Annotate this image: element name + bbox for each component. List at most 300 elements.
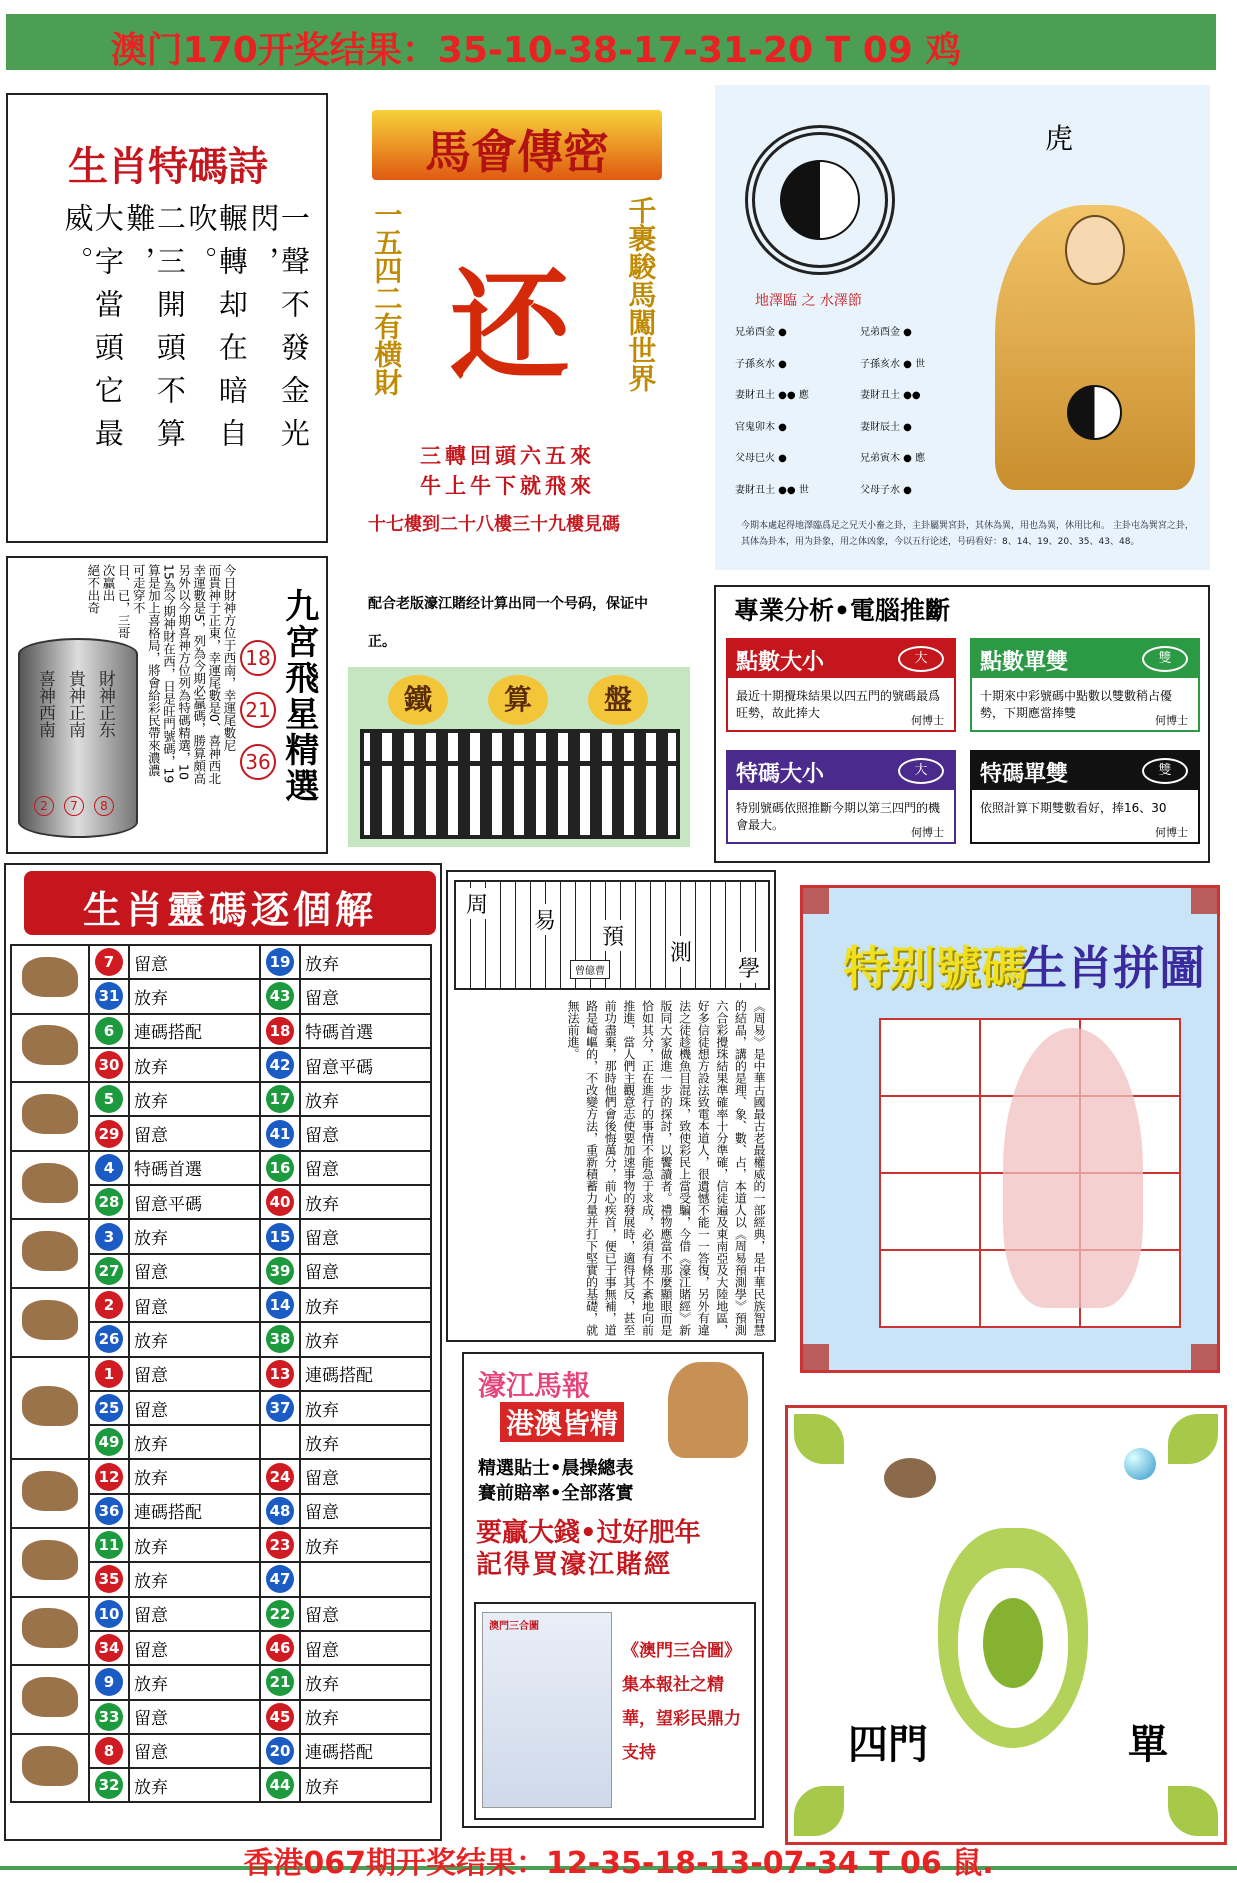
number-ball: 40 bbox=[266, 1188, 294, 1216]
zodiac-animal-icon bbox=[22, 1386, 78, 1426]
pro-badge: 雙 bbox=[1142, 758, 1188, 784]
ad-line1: 精選貼士•晨操總表 bbox=[478, 1458, 634, 1479]
number-cell bbox=[89, 1048, 129, 1082]
number-ball: 25 bbox=[95, 1394, 123, 1422]
number-ball: 19 bbox=[266, 948, 294, 976]
zodiac-title-banner bbox=[24, 871, 436, 935]
puzzle-corner bbox=[803, 888, 829, 914]
ad-big2: 記得買濠江賭經 bbox=[476, 1550, 673, 1580]
advice-cell: 留意 bbox=[129, 1288, 260, 1322]
number-ball: 49 bbox=[95, 1428, 123, 1456]
nine-num-2: 21 bbox=[240, 692, 276, 728]
advice-cell: 放弃 bbox=[129, 1048, 260, 1082]
zodiac-row bbox=[11, 1459, 431, 1493]
advice-cell: 放弃 bbox=[129, 979, 260, 1013]
number-ball: 41 bbox=[266, 1120, 294, 1148]
zodiac-animal-icon bbox=[22, 1746, 78, 1786]
number-ball: 42 bbox=[266, 1051, 294, 1079]
gua-title: 地澤臨 之 水澤節 bbox=[755, 293, 862, 309]
number-cell bbox=[89, 1768, 129, 1802]
number-ball: 18 bbox=[266, 1017, 294, 1045]
advice-cell bbox=[300, 1562, 431, 1596]
number-ball: 17 bbox=[266, 1085, 294, 1113]
pro-panel-sign: 何博士 bbox=[1155, 826, 1188, 839]
number-cell bbox=[260, 1288, 300, 1322]
zodiac-row bbox=[11, 1357, 431, 1391]
pro-panel-text: 最近十期攪珠結果以四五門的號碼最爲旺勢，故此捧大 bbox=[736, 689, 941, 720]
gua-right-item: 子孫亥水 ● 世 bbox=[860, 358, 926, 370]
zodiac-title: 生肖靈碼逐個解 bbox=[82, 888, 377, 932]
number-ball: 33 bbox=[95, 1703, 123, 1731]
pro-panel-2 bbox=[970, 638, 1200, 732]
advice-cell: 放弃 bbox=[300, 1768, 431, 1802]
number-ball: 34 bbox=[95, 1634, 123, 1662]
horse-line3: 十七樓到二十八樓三十九樓見碼 bbox=[368, 514, 620, 535]
nine-line: 15為今期神財在西，日是旺門號碼，19 bbox=[161, 564, 177, 784]
pear-icon bbox=[938, 1528, 1088, 1748]
zhouyi-tag: 曾億曹 bbox=[570, 960, 610, 979]
abacus-title-2: 算 bbox=[488, 675, 548, 725]
number-cell bbox=[89, 1254, 129, 1288]
number-ball: 46 bbox=[266, 1634, 294, 1662]
pro-title: 專業分析•電腦推斷 bbox=[734, 596, 950, 625]
number-cell bbox=[89, 1459, 129, 1493]
pro-panel-4 bbox=[970, 750, 1200, 844]
zodiac-animal-cell bbox=[11, 1734, 89, 1803]
number-ball: 35 bbox=[95, 1565, 123, 1593]
number-ball: 48 bbox=[266, 1497, 294, 1525]
nine-num-1: 18 bbox=[240, 640, 276, 676]
abacus-title-3: 盤 bbox=[588, 675, 648, 725]
gua-right-item: 兄弟寅木 ● 應 bbox=[860, 453, 926, 464]
zodiac-row bbox=[11, 945, 431, 979]
advice-cell: 放弃 bbox=[300, 1425, 431, 1459]
advice-cell: 留意 bbox=[300, 1219, 431, 1253]
number-ball: 30 bbox=[95, 1051, 123, 1079]
pro-panel-text: 十期來中彩號碼中點數以雙數稍占優勢，下期應當捧雙 bbox=[980, 689, 1173, 720]
number-cell bbox=[260, 979, 300, 1013]
number-ball: 13 bbox=[266, 1360, 294, 1388]
zhouyi-text: 《周易》是中華古國最古老最權威的一部經典，是中華民族智慧的結晶，講的是理、象、數、占，本道人以《周易預測學》預測六合彩攪珠結果準確率十分準確，信徒遍及東南亞及大陸地區，好多信徒想方設法致電本道人，很遺憾不能一一答復，另外有違法之徒趁機魚目混珠，致使彩民上當受騙，今借《濠江賭經》新版同大家做進一步的探討，以饗讀者。禮物應當不那麼顯眼而是恰如其分，正在進行的事情不能急于求成，必須有條不紊地向前推進，當人們主觀意志使要加速事物的發展時，適得其反，甚至前功盡棄，那時他們會後悔萬分，前心疾首，便已于事無補，道路是崎嶇的，不改變方法，重新積蓄力量并打下堅實的基礎，就無法前進。 bbox=[566, 1000, 766, 1336]
horse-left-vertical: 一五四二有横財 bbox=[370, 200, 404, 396]
number-cell bbox=[89, 945, 129, 979]
ad-brand: 濠江馬報 bbox=[478, 1369, 591, 1402]
zodiac-animal-cell bbox=[11, 1357, 89, 1460]
number-cell bbox=[89, 1185, 129, 1219]
advice-cell: 連碼搭配 bbox=[129, 1494, 260, 1528]
number-cell bbox=[89, 1425, 129, 1459]
nine-line: 幸運數是5，列為今期必贏碼，勝算頗高 bbox=[191, 564, 207, 785]
advice-cell: 留意 bbox=[129, 1254, 260, 1288]
nine-line: 另外以今期喜神方位列為特碼精選，10 bbox=[176, 564, 192, 780]
zodiac-row bbox=[11, 1288, 431, 1322]
poem-box bbox=[6, 93, 328, 543]
number-ball: 21 bbox=[266, 1668, 294, 1696]
pear-right-label: 單 bbox=[1128, 1722, 1168, 1768]
horse-line2: 牛上牛下就飛來 bbox=[420, 474, 595, 498]
blue-ball-icon bbox=[1124, 1448, 1156, 1480]
gua-right-item: 妻財丑土 ●● bbox=[860, 390, 921, 401]
zodiac-animal-icon bbox=[22, 1471, 78, 1511]
advice-cell: 連碼搭配 bbox=[300, 1357, 431, 1391]
number-ball: 38 bbox=[266, 1325, 294, 1353]
zodiac-row bbox=[11, 1014, 431, 1048]
advice-cell: 留意 bbox=[129, 1357, 260, 1391]
pro-panel-sign: 何博士 bbox=[911, 714, 944, 727]
advice-cell: 放弃 bbox=[300, 1322, 431, 1356]
number-cell bbox=[260, 1391, 300, 1425]
number-cell bbox=[89, 1357, 129, 1391]
advice-cell: 留意 bbox=[300, 1254, 431, 1288]
puzzle-title-b: 生肖拼圖 bbox=[1021, 941, 1205, 995]
number-ball: 7 bbox=[95, 948, 123, 976]
gua-left-item: 妻財丑土 ●● 世 bbox=[735, 484, 809, 496]
number-ball: 2 bbox=[95, 1291, 123, 1319]
number-ball: 9 bbox=[95, 1668, 123, 1696]
number-ball: 36 bbox=[95, 1497, 123, 1525]
poem-title: 生肖特碼詩 bbox=[68, 144, 268, 190]
horse-big-char: 还 bbox=[450, 257, 570, 396]
number-cell bbox=[260, 1357, 300, 1391]
number-ball: 16 bbox=[266, 1154, 294, 1182]
pro-panel-text: 特別號碼依照推斷今期以第三四門的機會最大。 bbox=[736, 801, 941, 832]
gua-right-list bbox=[860, 317, 925, 506]
pro-badge: 大 bbox=[898, 758, 944, 784]
poem-col-4: 大字當頭它最威。 bbox=[60, 203, 125, 461]
number-cell bbox=[89, 1391, 129, 1425]
zodiac-row bbox=[11, 1597, 431, 1631]
advice-cell: 留意 bbox=[300, 1631, 431, 1665]
pro-panel-1 bbox=[726, 638, 956, 732]
advice-cell: 留意 bbox=[300, 1494, 431, 1528]
zhouyi-title-3: 預 bbox=[602, 920, 624, 951]
nine-line: 可走穿不 bbox=[131, 564, 147, 614]
advice-cell: 放弃 bbox=[300, 1665, 431, 1699]
corner-leaf-icon bbox=[1168, 1786, 1218, 1836]
zodiac-animal-icon bbox=[22, 1608, 78, 1648]
number-cell bbox=[89, 1014, 129, 1048]
zodiac-table bbox=[10, 944, 432, 1803]
can-text-2: 貴神正南 bbox=[64, 670, 85, 738]
pro-panel-title: 特碼單雙 bbox=[972, 752, 1198, 790]
poem-col-3: 二三開頭不算難， bbox=[122, 203, 187, 461]
number-cell bbox=[89, 1082, 129, 1116]
number-ball: 23 bbox=[266, 1531, 294, 1559]
advice-cell: 留意平碼 bbox=[129, 1185, 260, 1219]
sage-yin-yang-icon bbox=[1067, 385, 1122, 440]
gua-left-item: 父母巳火 ● bbox=[735, 453, 787, 464]
number-cell bbox=[260, 1048, 300, 1082]
nine-palace-title: 九宮飛星精選 bbox=[278, 588, 319, 804]
zodiac-row bbox=[11, 1151, 431, 1185]
advice-cell: 放弃 bbox=[129, 1562, 260, 1596]
number-cell bbox=[89, 1528, 129, 1562]
number-ball: 12 bbox=[95, 1463, 123, 1491]
header-bar bbox=[6, 14, 1216, 70]
zodiac-animal-icon bbox=[22, 1163, 78, 1203]
advice-cell: 特碼首選 bbox=[129, 1151, 260, 1185]
advice-cell: 放弃 bbox=[129, 1082, 260, 1116]
pro-panel-title: 點數單雙 bbox=[972, 640, 1198, 678]
zodiac-animal-cell bbox=[11, 1151, 89, 1220]
advice-cell: 放弃 bbox=[300, 1528, 431, 1562]
number-ball: 47 bbox=[266, 1565, 294, 1593]
number-ball: 1 bbox=[95, 1360, 123, 1388]
zodiac-row bbox=[11, 1528, 431, 1562]
horse-head-icon bbox=[668, 1362, 748, 1458]
zodiac-animal-cell bbox=[11, 1288, 89, 1357]
number-cell bbox=[260, 1219, 300, 1253]
advice-cell: 留意 bbox=[129, 1734, 260, 1768]
puzzle-panel bbox=[800, 885, 1220, 1373]
zodiac-row bbox=[11, 1082, 431, 1116]
horse-title: 馬會傳密 bbox=[425, 125, 609, 179]
zodiac-animal-cell bbox=[11, 1528, 89, 1597]
pro-panel-sign: 何博士 bbox=[1155, 714, 1188, 727]
zhouyi-title-bar bbox=[454, 880, 770, 990]
advice-cell: 留意 bbox=[129, 1631, 260, 1665]
puzzle-corner bbox=[1191, 1344, 1217, 1370]
number-cell bbox=[89, 1322, 129, 1356]
advice-cell: 留意 bbox=[129, 1700, 260, 1734]
number-ball: 4 bbox=[95, 1154, 123, 1182]
advice-cell: 留意平碼 bbox=[300, 1048, 431, 1082]
number-ball: 37 bbox=[266, 1394, 294, 1422]
zodiac-animal-icon bbox=[22, 957, 78, 997]
advice-cell: 留意 bbox=[300, 1151, 431, 1185]
gua-left-item: 妻財丑土 ●● 應 bbox=[735, 390, 809, 401]
bagua-panel bbox=[715, 85, 1210, 570]
zhouyi-title-2: 易 bbox=[534, 904, 556, 935]
abacus-icon bbox=[360, 729, 680, 839]
poem-col-2: 輾轉却在暗自吹。 bbox=[184, 203, 249, 461]
pro-badge: 雙 bbox=[1142, 646, 1188, 672]
number-ball: 20 bbox=[266, 1737, 294, 1765]
advice-cell: 留意 bbox=[300, 979, 431, 1013]
zodiac-animal-cell bbox=[11, 1665, 89, 1734]
number-cell bbox=[260, 1631, 300, 1665]
nine-line: 次贏出 bbox=[101, 564, 116, 602]
zodiac-animal-cell bbox=[11, 1597, 89, 1666]
can-num-2: 7 bbox=[64, 796, 84, 816]
ad-note: 《澳門三合圖》集本報社之精華，望彩民鼎力支持 bbox=[622, 1641, 741, 1763]
abacus-beam bbox=[364, 761, 676, 766]
zodiac-row bbox=[11, 1665, 431, 1699]
zhouyi-title-4: 測 bbox=[670, 936, 692, 967]
gua-right-item: 妻財辰土 ● bbox=[860, 421, 912, 433]
advice-cell: 放弃 bbox=[300, 1185, 431, 1219]
nine-num-3: 36 bbox=[240, 744, 276, 780]
corner-leaf-icon bbox=[794, 1786, 844, 1836]
can-text-3: 喜神西南 bbox=[34, 670, 55, 738]
number-cell bbox=[260, 1768, 300, 1802]
number-ball: 11 bbox=[95, 1531, 123, 1559]
number-cell bbox=[89, 1562, 129, 1596]
gua-right-item: 兄弟酉金 ● bbox=[860, 327, 912, 338]
sage-figure bbox=[995, 205, 1195, 490]
gua-left-item: 官鬼卯木 ● bbox=[735, 421, 787, 433]
number-ball: 43 bbox=[266, 982, 294, 1010]
advice-cell: 連碼搭配 bbox=[300, 1734, 431, 1768]
horse-title-banner bbox=[372, 110, 662, 180]
zodiac-animal-icon bbox=[22, 1540, 78, 1580]
advice-cell: 放弃 bbox=[129, 1665, 260, 1699]
number-ball: 29 bbox=[95, 1120, 123, 1148]
fortune-can bbox=[18, 638, 138, 838]
zodiac-animal-cell bbox=[11, 1082, 89, 1151]
nine-line: 算是加上喜格局，將會給彩民帶來濃濃 bbox=[146, 564, 162, 777]
number-cell bbox=[89, 1288, 129, 1322]
pear-core bbox=[983, 1598, 1043, 1688]
pro-panel-title: 點數大小 bbox=[728, 640, 954, 678]
horse-right-vertical: 千裹駿馬闖世界 bbox=[624, 196, 658, 392]
gua-left-item: 兄弟酉金 ● bbox=[735, 327, 787, 338]
abacus-title-1: 鐵 bbox=[388, 675, 448, 725]
advice-cell: 留意 bbox=[300, 1116, 431, 1150]
number-cell bbox=[89, 1219, 129, 1253]
advice-cell: 留意 bbox=[129, 1597, 260, 1631]
zodiac-animal-cell bbox=[11, 945, 89, 1014]
corner-leaf-icon bbox=[1168, 1414, 1218, 1464]
pear-inner bbox=[958, 1568, 1068, 1728]
number-ball: 26 bbox=[95, 1325, 123, 1353]
puzzle-corner bbox=[1191, 888, 1217, 914]
puzzle-cell bbox=[880, 1096, 980, 1173]
can-num-1: 2 bbox=[34, 796, 54, 816]
advice-cell: 放弃 bbox=[129, 1528, 260, 1562]
advice-cell: 特碼首選 bbox=[300, 1014, 431, 1048]
zodiac-animal-icon bbox=[22, 1025, 78, 1065]
zodiac-row bbox=[11, 1219, 431, 1253]
number-cell bbox=[260, 1459, 300, 1493]
can-text-1: 財神正东 bbox=[94, 670, 115, 738]
poem-col-1: 一聲不發金光閃， bbox=[246, 203, 311, 461]
number-cell bbox=[260, 1322, 300, 1356]
advice-cell: 放弃 bbox=[129, 1425, 260, 1459]
puzzle-cell bbox=[880, 1173, 980, 1250]
zodiac-animal-cell bbox=[11, 1014, 89, 1083]
zodiac-animal-icon bbox=[22, 1677, 78, 1717]
pro-badge: 大 bbox=[898, 646, 944, 672]
puzzle-title-a: 特别號碼 bbox=[843, 941, 1027, 995]
zhouyi-title-5: 學 bbox=[738, 952, 760, 983]
number-cell bbox=[260, 1700, 300, 1734]
number-cell bbox=[89, 1734, 129, 1768]
bagua-symbol bbox=[745, 125, 895, 275]
number-cell bbox=[260, 1014, 300, 1048]
number-ball: 14 bbox=[266, 1291, 294, 1319]
sage-face bbox=[1065, 215, 1125, 285]
pear-left-label: 四門 bbox=[848, 1722, 928, 1768]
number-ball: 24 bbox=[266, 1463, 294, 1491]
mini-newspaper bbox=[482, 1612, 612, 1808]
gua-note: 今期本處起得地澤臨爲足之兄天小畜之卦，主卦屬巽宮卦，其休為異，用也為異，休用比和。 主卦屯為巽宮之卦，其体為卦本，用为卦象，用之体凶象，今以五行论述，号码看好：8、14、19、20、35、43、48。 bbox=[741, 521, 1194, 547]
ad-box bbox=[462, 1352, 764, 1828]
advice-cell: 留意 bbox=[300, 1459, 431, 1493]
advice-cell: 放弃 bbox=[129, 1322, 260, 1356]
number-ball: 44 bbox=[266, 1771, 294, 1799]
pro-analysis-box bbox=[714, 585, 1210, 863]
rabbit-icon bbox=[884, 1458, 936, 1498]
nine-line: 今日財神方位于西南，幸運尾數尼 bbox=[222, 564, 237, 752]
pig-icon bbox=[1003, 1028, 1143, 1308]
tiger-label: 虎 bbox=[1045, 122, 1074, 155]
gua-left-item: 子孫亥水 ● bbox=[735, 358, 787, 370]
number-ball: 31 bbox=[95, 982, 123, 1010]
number-ball: 5 bbox=[95, 1085, 123, 1113]
zodiac-animal-icon bbox=[22, 1094, 78, 1134]
horse-secret-panel bbox=[360, 100, 700, 550]
number-cell bbox=[89, 1151, 129, 1185]
number-ball: 32 bbox=[95, 1771, 123, 1799]
nine-line: 而貴神于正東，幸運尾數是0、喜神西北 bbox=[206, 564, 222, 785]
pro-panel-3 bbox=[726, 750, 956, 844]
number-ball: 22 bbox=[266, 1600, 294, 1628]
number-cell bbox=[260, 1528, 300, 1562]
can-num-3: 8 bbox=[94, 796, 114, 816]
advice-cell: 留意 bbox=[129, 945, 260, 979]
ad-big1: 要贏大錢•过好肥年 bbox=[476, 1518, 701, 1548]
number-ball: 8 bbox=[95, 1737, 123, 1765]
number-cell bbox=[89, 1494, 129, 1528]
number-cell bbox=[260, 1734, 300, 1768]
number-cell bbox=[260, 1425, 300, 1459]
number-cell bbox=[89, 1631, 129, 1665]
number-cell bbox=[89, 1700, 129, 1734]
nine-line: 日、已，三哥 bbox=[116, 564, 132, 639]
puzzle-cell bbox=[880, 1250, 980, 1327]
number-cell bbox=[260, 1597, 300, 1631]
number-ball: 27 bbox=[95, 1257, 123, 1285]
advice-cell: 留意 bbox=[129, 1391, 260, 1425]
number-ball: 45 bbox=[266, 1703, 294, 1731]
corner-leaf-icon bbox=[794, 1414, 844, 1464]
number-cell bbox=[89, 1116, 129, 1150]
zodiac-animal-icon bbox=[22, 1231, 78, 1271]
gua-right-item: 父母子水 ● bbox=[860, 484, 912, 496]
advice-cell: 放弃 bbox=[129, 1768, 260, 1802]
zodiac-animal-cell bbox=[11, 1219, 89, 1288]
zhouyi-title-1: 周 bbox=[466, 888, 488, 919]
number-cell bbox=[260, 945, 300, 979]
advice-cell: 放弃 bbox=[129, 1219, 260, 1253]
ad-line2: 賽前賠率•全部落實 bbox=[478, 1483, 634, 1504]
advice-cell: 留意 bbox=[129, 1116, 260, 1150]
pear-panel bbox=[785, 1405, 1227, 1845]
puzzle-cell bbox=[880, 1019, 980, 1096]
number-cell bbox=[260, 1185, 300, 1219]
horse-line1: 三轉回頭六五來 bbox=[420, 444, 595, 468]
number-cell bbox=[260, 1665, 300, 1699]
advice-cell: 放弃 bbox=[300, 945, 431, 979]
zodiac-row bbox=[11, 1734, 431, 1768]
ad-inner-box bbox=[474, 1602, 756, 1820]
advice-cell: 放弃 bbox=[300, 1391, 431, 1425]
pro-panel-text: 依照計算下期雙數看好，捧16、30 bbox=[980, 801, 1167, 815]
number-cell bbox=[260, 1494, 300, 1528]
ad-sub: 港澳皆精 bbox=[500, 1402, 624, 1442]
number-ball: 3 bbox=[95, 1223, 123, 1251]
number-cell bbox=[89, 1665, 129, 1699]
hongkong-result: 香港067期开奖结果：12-35-18-13-07-34 T 06 鼠. bbox=[243, 1846, 994, 1881]
zodiac-animal-icon bbox=[22, 1300, 78, 1340]
number-cell bbox=[260, 1116, 300, 1150]
yin-yang-icon bbox=[780, 160, 860, 240]
nine-line: 絕不出奇 bbox=[85, 564, 101, 614]
number-ball: 15 bbox=[266, 1223, 294, 1251]
advice-cell: 放弃 bbox=[129, 1459, 260, 1493]
puzzle-corner bbox=[803, 1344, 829, 1370]
